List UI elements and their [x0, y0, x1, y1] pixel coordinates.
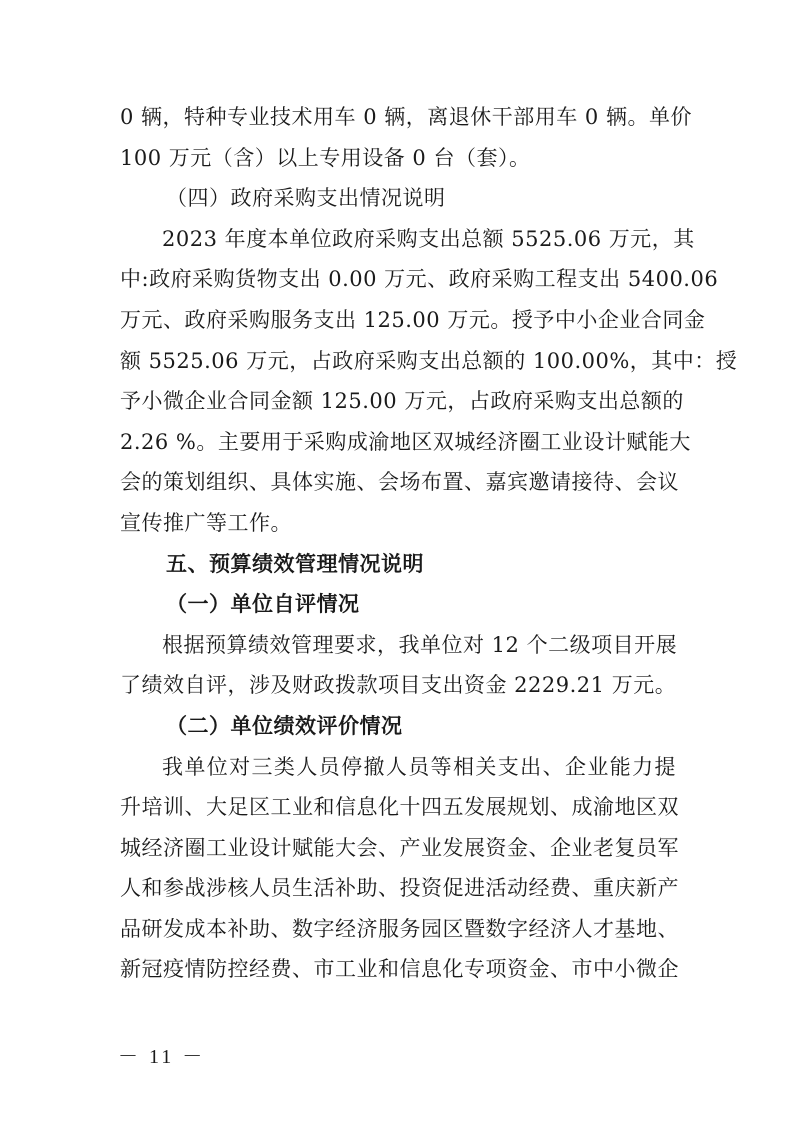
paragraph-line: 100 万元（含）以上专用设备 0 台（套）。 — [120, 145, 531, 170]
paragraph-line: 2023 年度本单位政府采购支出总额 5525.06 万元，其 — [162, 226, 695, 251]
paragraph-line: 根据预算绩效管理要求，我单位对 12 个二级项目开展 — [162, 632, 678, 657]
document-body — [120, 97, 738, 990]
paragraph-line: 予小微企业合同金额 125.00 万元，占政府采购支出总额的 — [120, 389, 684, 414]
paragraph-line: 城经济圈工业设计赋能大会、产业发展资金、企业老复员军 — [120, 835, 679, 860]
paragraph-line: 升培训、大足区工业和信息化十四五发展规划、成渝地区双 — [120, 795, 679, 820]
paragraph-line: 品研发成本补助、数字经济服务园区暨数字经济人才基地、 — [120, 916, 679, 941]
paragraph-line: 2.26 %。主要用于采购成渝地区双城经济圈工业设计赋能大 — [120, 429, 691, 454]
subsection-heading: （二）单位绩效评价情况 — [166, 713, 403, 738]
paragraph-line: 了绩效自评，涉及财政拨款项目支出资金 2229.21 万元。 — [120, 673, 677, 698]
paragraph-line: 人和参战涉核人员生活补助、投资促进活动经费、重庆新产 — [120, 876, 679, 901]
section-heading: 五、预算绩效管理情况说明 — [166, 551, 424, 576]
subsection-heading: （四）政府采购支出情况说明 — [166, 186, 446, 211]
paragraph-line: 万元、政府采购服务支出 125.00 万元。授予中小企业合同金 — [120, 307, 706, 332]
paragraph-line: 中:政府采购货物支出 0.00 万元、政府采购工程支出 5400.06 — [120, 267, 719, 292]
paragraph-line: 0 辆，特种专业技术用车 0 辆，离退休干部用车 0 辆。单价 — [120, 105, 692, 129]
subsection-heading: （一）单位自评情况 — [166, 592, 360, 617]
paragraph-line: 会的策划组织、具体实施、会场布置、嘉宾邀请接待、会议 — [120, 470, 679, 495]
paragraph-line: 我单位对三类人员停撤人员等相关支出、企业能力提 — [162, 754, 676, 779]
paragraph-line: 额 5525.06 万元，占政府采购支出总额的 100.00%，其中：授 — [120, 348, 738, 373]
page-number: － 11 － — [118, 1046, 206, 1068]
paragraph-line: 新冠疫情防控经费、市工业和信息化专项资金、市中小微企 — [120, 957, 679, 982]
paragraph-line: 宣传推广等工作。 — [120, 510, 292, 535]
